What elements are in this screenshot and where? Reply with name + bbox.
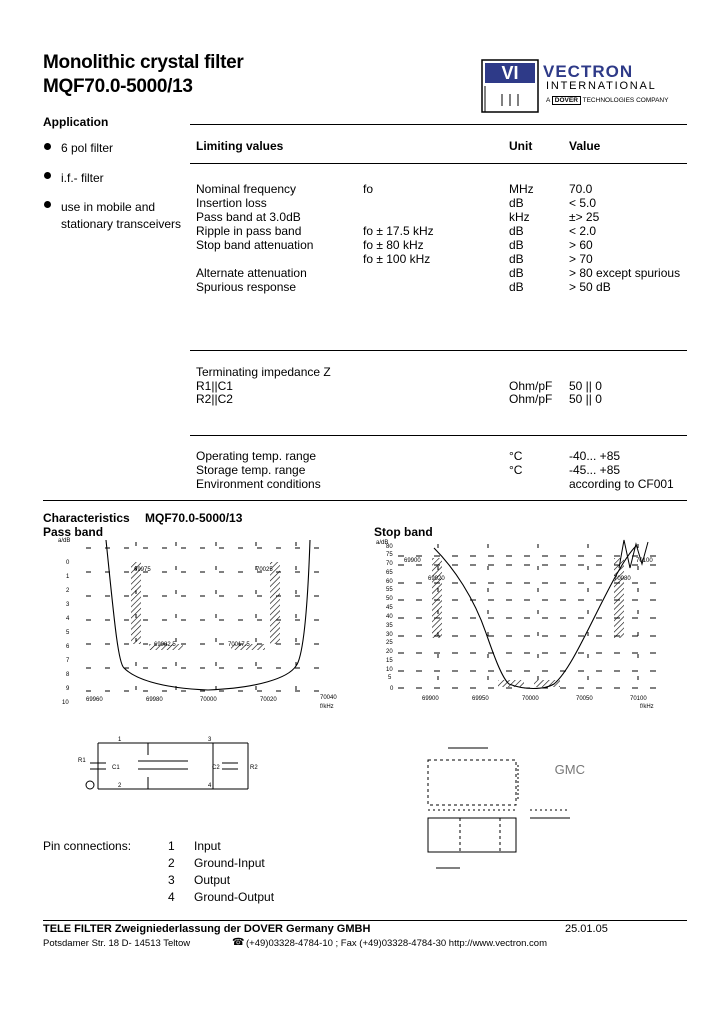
stopband-mask-bottom-right [534, 680, 560, 687]
stopband-x-tick: 69900 [422, 696, 439, 702]
rule-environment [190, 435, 687, 436]
stopband-y-tick: 25 [386, 640, 393, 646]
passband-y-tick: 4 [66, 616, 70, 622]
passband-mask-right [270, 562, 280, 644]
row-cond: fo [363, 182, 374, 196]
row-param: Environment conditions [196, 477, 321, 491]
col-value: Value [569, 139, 601, 153]
row-value: > 60 [569, 238, 593, 252]
passband-annotation: 70025 [256, 567, 273, 573]
row-param: Operating temp. range [196, 449, 317, 463]
row-unit: °C [509, 449, 523, 463]
passband-y-tick: 2 [66, 588, 70, 594]
stopband-y-tick: 10 [386, 667, 393, 673]
rule-impedance [190, 350, 687, 351]
stopband-mask-bottom-left [498, 680, 524, 687]
stopband-curve [434, 546, 636, 689]
row-param: R2||C2 [196, 392, 233, 406]
stopband-y-tick: 65 [386, 570, 393, 576]
row-param: Pass band at 3.0dB [196, 210, 301, 224]
stopband-y-tick: 80 [386, 544, 393, 550]
row-param: Nominal frequency [196, 182, 297, 196]
row-value: 70.0 [569, 182, 593, 196]
stopband-y-tick: 70 [386, 561, 393, 567]
passband-y-tick: 0 [66, 560, 70, 566]
row-param: Ripple in pass band [196, 224, 302, 238]
phone-icon: ☎ [232, 937, 245, 948]
application-item-4: stationary transceivers [61, 217, 182, 231]
row-cond: fo ± 100 kHz [363, 252, 431, 266]
stopband-x-tick: 70050 [576, 696, 593, 702]
stopband-x-tick: 70100 [630, 696, 647, 702]
row-value: -45... +85 [569, 463, 621, 477]
row-unit: dB [509, 266, 524, 280]
rule-top [190, 124, 687, 125]
row-unit: °C [509, 463, 523, 477]
pin-number: 2 [168, 856, 175, 870]
pin-name: Ground-Input [194, 856, 265, 870]
footer-contact: (+49)03328-4784-10 ; Fax (+49)03328-4784-30 http://www.vectron.com [246, 938, 548, 949]
row-unit: MHz [509, 182, 534, 196]
row-unit: dB [509, 224, 524, 238]
col-limiting-values: Limiting values [196, 139, 284, 153]
row-cond: fo ± 17.5 kHz [363, 224, 434, 238]
impedance-title: Terminating impedance Z [196, 365, 331, 379]
application-title: Application [43, 115, 109, 129]
passband-annotation: 69975 [134, 567, 151, 573]
stopband-annotation: 70080 [614, 576, 631, 582]
pin-name: Ground-Output [194, 890, 275, 904]
passband-annotations [134, 567, 273, 648]
circuit-label: R2 [250, 765, 258, 771]
circuit-diagram [78, 735, 268, 800]
stopband-x-tick: 70000 [522, 696, 539, 702]
application-item-2: i.f.- filter [61, 171, 104, 185]
row-param: Alternate attenuation [196, 266, 307, 280]
row-param: R1||C1 [196, 379, 233, 393]
passband-y-tick: 10 [62, 700, 69, 706]
row-unit: dB [509, 238, 524, 252]
row-unit: dB [509, 196, 524, 210]
passband-x-tick: 70000 [200, 697, 217, 703]
circuit-label: R1 [78, 758, 86, 764]
passband-y-tick: 1 [66, 574, 70, 580]
row-value: < 2.0 [569, 224, 597, 238]
stopband-x-tick: 69950 [472, 696, 489, 702]
pin-number: 3 [168, 873, 175, 887]
stopband-y-tick: 60 [386, 579, 393, 585]
stopband-x-ticks [422, 696, 654, 710]
row-param: Storage temp. range [196, 463, 306, 477]
bullet-2 [44, 172, 51, 179]
pins-title: Pin connections: [43, 839, 132, 853]
stopband-vgrid [438, 544, 638, 688]
stopband-y-tick: 5 [388, 675, 392, 681]
logo-name: VECTRON [543, 62, 634, 81]
circuit-label: 2 [118, 783, 122, 789]
passband-y-tick: 7 [66, 658, 70, 664]
passband-y-tick: 8 [66, 672, 70, 678]
stopband-y-tick: 35 [386, 623, 393, 629]
title-line1: Monolithic crystal filter [43, 52, 244, 73]
characteristics-model: MQF70.0-5000/13 [145, 511, 243, 525]
package-drawing [400, 740, 585, 880]
passband-x-ticks [86, 695, 337, 710]
row-value: 50 || 0 [569, 379, 602, 393]
bullet-1 [44, 143, 51, 150]
passband-x-tick: 70020 [260, 697, 277, 703]
row-param: Insertion loss [196, 196, 267, 210]
footer-company: TELE FILTER Zweigniederlassung der DOVER Germany GMBH [43, 923, 371, 935]
passband-mask-left [131, 562, 141, 644]
characteristics-title: Characteristics [43, 511, 130, 525]
stopband-annotation: 69900 [404, 558, 421, 564]
logo-tag-brand: DOVER [552, 96, 581, 105]
logo-mark-text: VI [501, 63, 519, 83]
passband-annotation: 69982.5 [154, 642, 176, 648]
passband-x-unit: f/kHz [320, 704, 334, 710]
row-param: Stop band attenuation [196, 238, 314, 252]
pin-number: 4 [168, 890, 175, 904]
application-item-3: use in mobile and [61, 200, 156, 214]
passband-x-tick: 69960 [86, 697, 103, 703]
stopband-annotation: 70100 [636, 558, 653, 564]
row-value: > 80 except spurious [569, 266, 681, 280]
row-cond: fo ± 80 kHz [363, 238, 424, 252]
stopband-y-ticks [376, 540, 394, 692]
stopband-mask-left [432, 558, 442, 638]
circuit-label: 4 [208, 783, 212, 789]
passband-label: Pass band [43, 525, 104, 539]
row-value: -40... +85 [569, 449, 621, 463]
title-line2: MQF70.0-5000/13 [43, 76, 193, 97]
stopband-x-unit: f/kHz [640, 704, 654, 710]
circuit-label: 1 [118, 737, 122, 743]
stopband-y-tick: 15 [386, 658, 393, 664]
stopband-y-tick: 50 [386, 596, 393, 602]
passband-chart [58, 538, 348, 713]
stopband-y-tick: 40 [386, 614, 393, 620]
passband-x-tick: 69980 [146, 697, 163, 703]
footer-address: Potsdamer Str. 18 D- 14513 Teltow [43, 938, 191, 949]
stopband-y-tick: 20 [386, 649, 393, 655]
stopband-y-tick: 30 [386, 632, 393, 638]
passband-y-tick: 5 [66, 630, 70, 636]
passband-grid [86, 548, 328, 691]
row-param: Spurious response [196, 280, 297, 294]
logo-tag-prefix: A [546, 97, 550, 104]
row-unit: Ohm/pF [509, 379, 553, 393]
stopband-y-tick: 0 [390, 686, 394, 692]
pin-name: Input [194, 839, 221, 853]
rule-characteristics [43, 500, 687, 501]
stopband-y-tick: 55 [386, 587, 393, 593]
logo-sub: INTERNATIONAL [546, 80, 657, 92]
bullet-3 [44, 201, 51, 208]
stopband-y-tick: 75 [386, 552, 393, 558]
row-value: according to CF001 [569, 477, 674, 491]
rule-header [190, 163, 687, 164]
passband-x-tick: 70040 [320, 695, 337, 701]
circuit-label: C2 [212, 765, 220, 771]
stopband-label: Stop band [374, 525, 433, 539]
row-unit: dB [509, 252, 524, 266]
passband-y-tick: 9 [66, 686, 70, 692]
stopband-y-tick: 45 [386, 605, 393, 611]
passband-annotation: 70017.5 [228, 642, 250, 648]
logo-tag-suffix: TECHNOLOGIES COMPANY [582, 97, 669, 104]
row-value: 50 || 0 [569, 392, 602, 406]
row-value: > 70 [569, 252, 593, 266]
circuit-label: C1 [112, 765, 120, 771]
passband-y-ticks [58, 538, 70, 706]
pin-number: 1 [168, 839, 175, 853]
row-unit: Ohm/pF [509, 392, 553, 406]
passband-y-tick: 3 [66, 602, 70, 608]
application-item-1: 6 pol filter [61, 141, 114, 155]
rule-footer [43, 920, 687, 921]
logo-tagline [546, 97, 668, 104]
stopband-annotation: 69920 [428, 576, 445, 582]
passband-y-tick: 6 [66, 644, 70, 650]
row-unit: kHz [509, 210, 530, 224]
row-value: > 50 dB [569, 280, 611, 294]
pin-name: Output [194, 873, 231, 887]
footer-date: 25.01.05 [565, 923, 608, 935]
stopband-y-unit: a/dB [376, 540, 389, 546]
col-unit: Unit [509, 139, 533, 153]
logo-mark [482, 60, 538, 112]
stopband-chart [374, 538, 674, 713]
row-value: ±> 25 [569, 210, 600, 224]
row-unit: dB [509, 280, 524, 294]
passband-y-unit: a/dB [58, 538, 71, 544]
circuit-label: 3 [208, 737, 212, 743]
row-value: < 5.0 [569, 196, 597, 210]
package-mark: GMC [554, 762, 585, 777]
